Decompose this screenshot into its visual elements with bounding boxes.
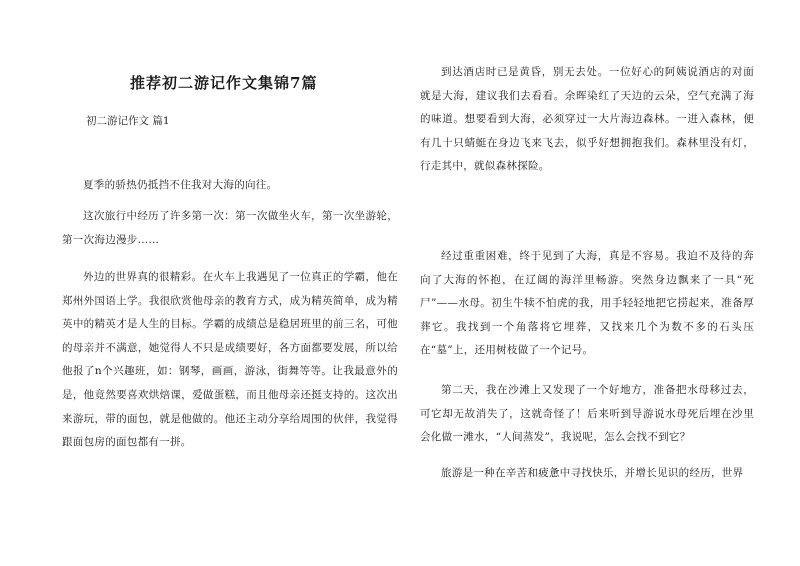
left-paragraph: 夏季的骄热仍抵挡不住我对大海的向往。 [83,179,278,191]
document-title: 推荐初二游记作文集锦7篇 [130,74,318,92]
right-paragraph: 旅游是一种在辛苦和疲惫中寻找快乐，并增长见识的经历，世界 [441,467,744,479]
right-paragraph: 到达酒店时已是黄昏，别无去处。一位好心的阿姨说酒店的对面就是大海，建议我们去看看。余晖染红了天边的云朵，空气充满了海的味道。想要看到大海，必须穿过一大片海边森林。一进入森林，便有几十只蜻蜓在身边飞来飞去，似乎好想拥抱我们。森林里没有灯，行走其中，就似森林探险。 [420,66,754,173]
right-paragraph: 第二天，我在沙滩上又发现了一个好地方，准备把水母移过去，可它却无故消失了，这就奇怪了！后来听到导游说水母死后埋在沙里会化做一滩水，“人间蒸发”，我说呢，怎么会找不到它？ [420,384,754,444]
left-paragraph: 外边的世界真的很精彩。在火车上我遇见了一位真正的学霸，他在郑州外国语上学。我很欣赏他母亲的教育方式，成为精英简单，成为精英中的精英才是人生的目标。学霸的成绩总是稳居班里的前三名，可他的母亲并不满意，她觉得人不只是成绩要好，各方面都要发展，所以给他报了n个兴趣班，如：钢琴，画画，游泳，街舞等等。让我最意外的是，他竟然要喜欢烘焙课，爱做蛋糕，而且他母亲还挺支持的。这次出来游玩，带的面包，就是他做的。他还主动分享给周围的伙伴，我觉得跟面包房的面包都有一拼。 [62,271,398,449]
left-paragraph: 这次旅行中经历了许多第一次：第一次做坐火车，第一次坐游轮，第一次海边漫步…… [62,210,398,246]
document-subtitle: 初二游记作文 篇1 [86,115,170,127]
right-paragraph: 经过重重困难，终于见到了大海，真是不容易。我迫不及待的奔向了大海的怀抱，在辽阔的海洋里畅游。突然身边飘来了一具“死尸”——水母。初生牛犊不怕虎的我，用手轻轻地把它捞起来，准备厚葬它。我找到一个角落将它埋葬，又找来几个为数不多的石头压在“墓”上，还用树枝做了一个记号。 [420,250,754,357]
